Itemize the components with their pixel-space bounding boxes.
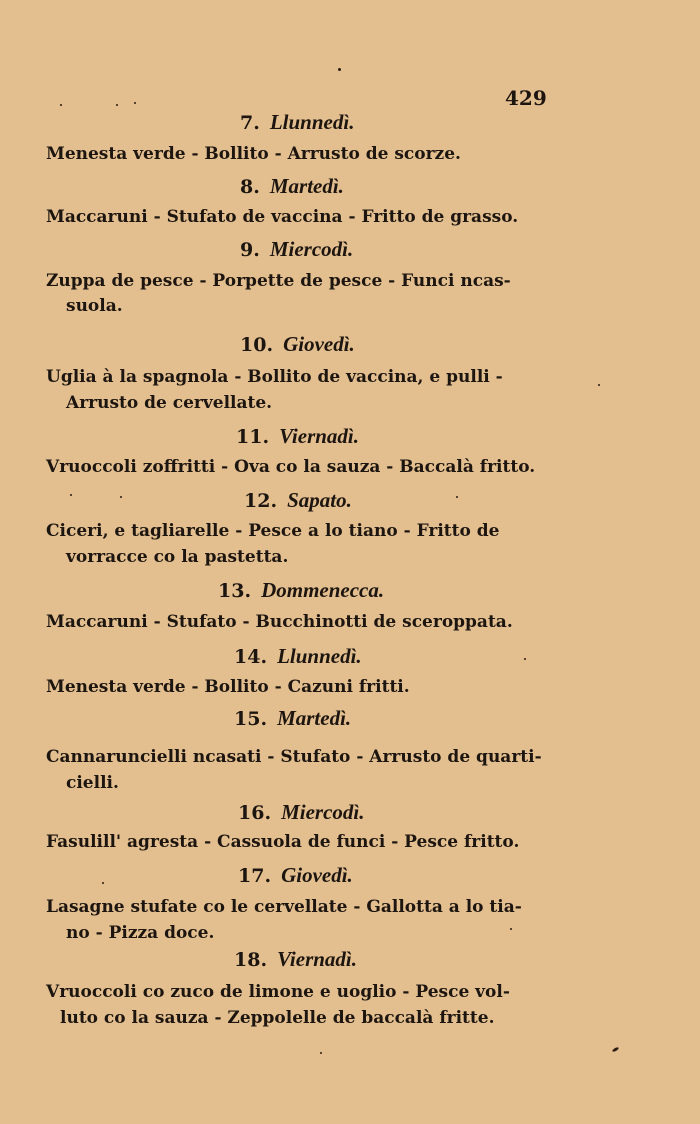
- day-name: Giovedì.: [281, 863, 353, 887]
- day-name: Giovedì.: [283, 332, 355, 356]
- ink-speck: [120, 496, 122, 498]
- day-number: 16.: [238, 802, 272, 824]
- ink-speck: [320, 1052, 322, 1054]
- day-number: 12.: [244, 490, 278, 512]
- day-name: Llunnedì.: [277, 644, 362, 668]
- day-heading: [238, 863, 353, 888]
- menu-line: Lasagne stufate co le cervellate - Gallotta a lo tia-: [46, 897, 522, 917]
- day-number: 15.: [234, 708, 268, 730]
- menu-line: Maccaruni - Stufato - Bucchinotti de sceroppata.: [46, 612, 513, 632]
- menu-line: Cannaruncielli ncasati - Stufato - Arrusto de quarti-: [46, 747, 542, 767]
- ink-speck: [134, 102, 136, 104]
- menu-line: Uglia à la spagnola - Bollito de vaccina, e pulli -: [46, 367, 503, 387]
- menu-line: Vruoccoli zoffritti - Ova co la sauza - Baccalà fritto.: [46, 457, 536, 477]
- day-heading: [240, 174, 344, 199]
- day-name: Martedì.: [277, 706, 352, 730]
- ink-speck: [102, 882, 104, 884]
- menu-line: luto co la sauza - Zeppolelle de baccalà fritte.: [60, 1008, 495, 1028]
- menu-line: Maccaruni - Stufato de vaccina - Fritto de grasso.: [46, 207, 519, 227]
- menu-line: Ciceri, e tagliarelle - Pesce a lo tiano - Fritto de: [46, 521, 500, 541]
- menu-line: vorracce co la pastetta.: [66, 547, 289, 567]
- day-number: 11.: [236, 426, 270, 448]
- day-name: Sapato.: [287, 488, 352, 512]
- day-heading: [218, 578, 384, 603]
- menu-line: Arrusto de cervellate.: [66, 393, 273, 413]
- ink-speck: [598, 384, 600, 386]
- menu-line: Vruoccoli co zuco de limone e uoglio - Pesce vol-: [46, 982, 510, 1002]
- day-number: 8.: [240, 176, 260, 198]
- day-name: Miercodì.: [269, 237, 354, 261]
- day-number: 13.: [218, 580, 252, 602]
- day-name: Viernadì.: [279, 424, 360, 448]
- day-number: 17.: [238, 865, 272, 887]
- day-heading: [240, 332, 355, 357]
- day-heading: [238, 800, 364, 825]
- ink-speck: [338, 68, 341, 71]
- day-heading: [234, 947, 357, 972]
- day-number: 18.: [234, 949, 268, 971]
- day-heading: [240, 237, 353, 262]
- ink-speck: [524, 658, 526, 660]
- day-heading: [234, 706, 351, 731]
- ink-speck: [116, 104, 118, 106]
- day-name: Viernadì.: [277, 947, 358, 971]
- menu-line: Menesta verde - Bollito - Arrusto de scorze.: [46, 144, 461, 164]
- menu-line: cielli.: [66, 773, 119, 793]
- menu-line: Menesta verde - Bollito - Cazuni fritti.: [46, 677, 410, 697]
- day-number: 7.: [240, 112, 260, 134]
- day-heading: [234, 644, 362, 669]
- menu-line: suola.: [66, 296, 123, 316]
- day-number: 14.: [234, 646, 268, 668]
- page-number: 429: [505, 86, 547, 110]
- ink-speck: [456, 496, 458, 498]
- menu-line: no - Pizza doce.: [66, 923, 215, 943]
- ink-speck: [612, 1046, 620, 1052]
- day-heading: [240, 110, 354, 135]
- day-name: Miercodì.: [281, 800, 365, 824]
- ink-speck: [60, 104, 62, 106]
- ink-speck: [70, 494, 72, 496]
- day-name: Martedì.: [269, 174, 344, 198]
- menu-line: Zuppa de pesce - Porpette de pesce - Funci ncas-: [46, 271, 511, 291]
- day-name: Dommenecca.: [261, 578, 385, 602]
- day-heading: [236, 424, 359, 449]
- ink-speck: [510, 928, 512, 930]
- day-name: Llunnedì.: [269, 110, 355, 134]
- day-heading: [244, 488, 352, 513]
- day-number: 9.: [240, 239, 260, 261]
- day-number: 10.: [240, 334, 274, 356]
- menu-line: Fasulill' agresta - Cassuola de funci - Pesce fritto.: [46, 832, 520, 852]
